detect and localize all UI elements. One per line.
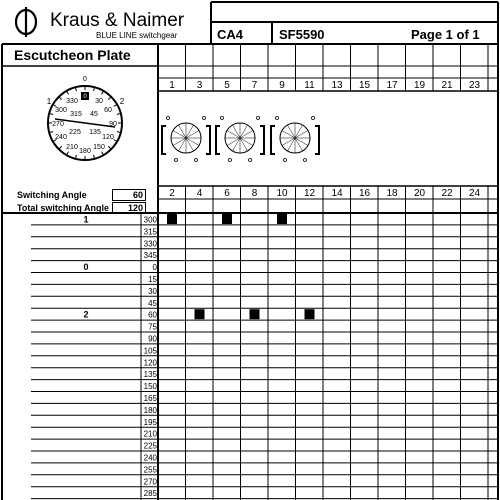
angle-label-15: 15 — [148, 275, 157, 284]
terminal-top-7: 7 — [251, 80, 258, 91]
contact-closed-marker — [250, 309, 260, 319]
dial-label-120: 120 — [102, 134, 114, 141]
dial-label-210: 210 — [66, 144, 78, 151]
dial-label-180: 180 — [79, 148, 91, 155]
angle-label-135: 135 — [143, 370, 157, 380]
angle-label-60: 60 — [148, 310, 157, 320]
model-number: CA4 — [217, 27, 244, 42]
angle-label-210: 210 — [143, 429, 157, 439]
contact-deck-1 — [162, 117, 210, 162]
terminal-bottom-2: 2 — [169, 188, 175, 199]
dial-label-270: 270 — [52, 121, 64, 128]
dial-label-240: 240 — [55, 134, 67, 141]
angle-label-90: 90 — [148, 334, 157, 344]
angle-label-75: 75 — [148, 322, 157, 332]
angle-label-300: 300 — [143, 215, 157, 225]
drawing-number: SF5590 — [279, 27, 325, 42]
contact-deck-3 — [271, 117, 319, 162]
position-label-2: 2 — [83, 309, 89, 320]
dial-label-30: 30 — [95, 98, 103, 105]
contact-closed-marker — [305, 309, 315, 319]
dial-label-135: 135 — [89, 129, 101, 136]
angle-label-0: 0 — [152, 263, 157, 273]
angle-label-45: 45 — [148, 298, 157, 308]
contact-closed-marker — [167, 214, 177, 224]
terminal-bottom-6: 6 — [224, 188, 230, 199]
contact-closed-marker — [222, 214, 232, 224]
terminal-bottom-14: 14 — [331, 188, 343, 199]
terminal-top-3: 3 — [196, 80, 203, 91]
terminal-bottom-20: 20 — [413, 188, 426, 199]
switching-angle-value: 60 — [112, 189, 146, 201]
terminal-bottom-18: 18 — [386, 188, 398, 199]
total-switching-angle-value: 120 — [112, 202, 146, 214]
terminal-top-11: 11 — [304, 80, 315, 91]
dial-label-315: 315 — [70, 111, 82, 118]
terminal-top-21: 21 — [441, 80, 453, 91]
terminal-bottom-8: 8 — [251, 188, 258, 199]
terminal-top-5: 5 — [224, 80, 230, 91]
angle-label-330: 330 — [143, 239, 157, 249]
terminal-bottom-4: 4 — [196, 188, 203, 199]
angle-label-30: 30 — [148, 286, 157, 296]
angle-label-105: 105 — [143, 346, 157, 356]
switching-angle-label: Switching Angle — [17, 190, 87, 200]
terminal-top-19: 19 — [413, 80, 426, 91]
terminal-top-13: 13 — [331, 80, 343, 91]
dial-label-45: 45 — [90, 111, 98, 118]
dial-label-0: 0 — [83, 76, 87, 83]
angle-label-345: 345 — [143, 251, 157, 261]
contact-deck-2 — [216, 117, 264, 162]
terminal-bottom-12: 12 — [303, 188, 316, 199]
dial-label-0-mark: 0 — [83, 94, 87, 100]
dial-label-330: 330 — [66, 98, 78, 105]
angle-label-225: 225 — [143, 441, 157, 451]
total-switching-angle-label: Total switching Angle — [17, 203, 109, 213]
angle-label-180: 180 — [143, 405, 157, 415]
brand-subtitle: BLUE LINE switchgear — [96, 31, 178, 40]
angle-label-150: 150 — [143, 382, 157, 392]
angle-label-255: 255 — [143, 465, 157, 475]
angle-label-270: 270 — [143, 477, 157, 487]
angle-label-195: 195 — [143, 417, 157, 427]
angle-label-240: 240 — [143, 453, 157, 463]
dial-label-1: 1 — [46, 97, 52, 106]
terminal-top-17: 17 — [386, 80, 398, 91]
contact-closed-marker — [195, 309, 205, 319]
terminal-bottom-24: 24 — [468, 188, 481, 199]
terminal-top-9: 9 — [279, 80, 285, 91]
terminal-top-23: 23 — [468, 80, 481, 91]
contact-closed-marker — [277, 214, 287, 224]
terminal-top-15: 15 — [358, 80, 371, 91]
dial-label-60: 60 — [104, 107, 112, 114]
page-indicator: Page 1 of 1 — [411, 27, 480, 42]
position-label-1: 1 — [83, 214, 89, 225]
terminal-top-1: 1 — [169, 80, 175, 91]
dial-label-90: 90 — [109, 121, 117, 128]
angle-label-285: 285 — [143, 489, 157, 499]
dial-label-2: 2 — [119, 97, 125, 106]
terminal-bottom-16: 16 — [358, 188, 371, 199]
angle-label-165: 165 — [143, 394, 157, 403]
terminal-bottom-22: 22 — [441, 188, 453, 199]
angle-label-120: 120 — [143, 358, 157, 368]
angle-label-315: 315 — [143, 227, 157, 237]
dial-label-150: 150 — [93, 144, 105, 151]
terminal-bottom-10: 10 — [276, 188, 288, 199]
escutcheon-title: Escutcheon Plate — [14, 47, 131, 63]
position-label-0: 0 — [83, 262, 89, 273]
dial-label-300: 300 — [55, 107, 67, 114]
brand-name: Kraus & Naimer — [50, 10, 185, 31]
dial-label-225: 225 — [69, 129, 81, 136]
